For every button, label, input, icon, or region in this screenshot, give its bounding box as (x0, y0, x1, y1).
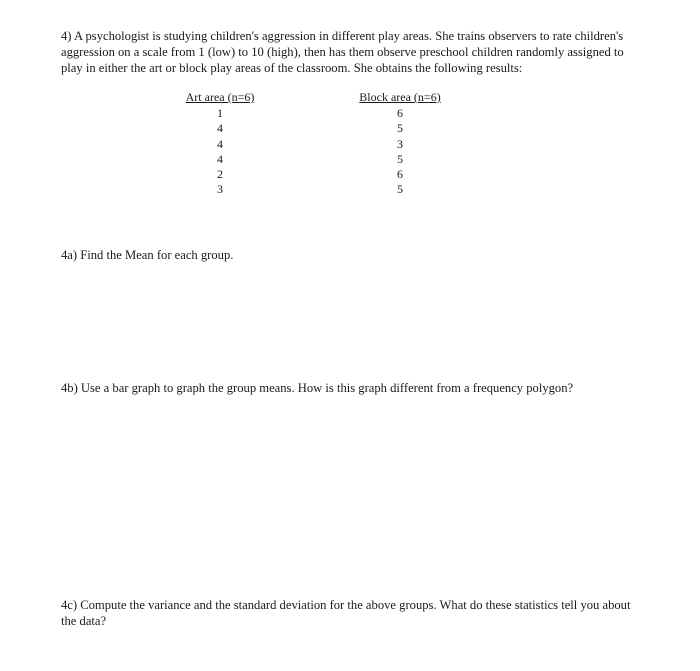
block-area-value: 6 (397, 106, 403, 121)
question-4c: 4c) Compute the variance and the standard deviation for the above groups. What do these statistics tell you about the data? (61, 598, 631, 628)
art-area-column (180, 90, 260, 197)
art-area-value: 2 (217, 167, 223, 182)
problem-intro: 4) A psychologist is studying children's aggression in different play areas. She trains observers to rate children's aggression on a scale from 1 (low) to 10 (high), then has them observe preschool children randomly assigned to play in either the art or block play areas of the classroom. She obtains the following results: (61, 29, 624, 75)
art-area-header: Art area (n=6) (185, 90, 255, 104)
art-area-value: 3 (217, 182, 223, 197)
art-area-value: 1 (217, 106, 223, 121)
block-area-value: 6 (397, 167, 403, 182)
block-area-column (354, 90, 446, 197)
art-area-value: 4 (217, 151, 223, 166)
block-area-value: 5 (397, 182, 403, 197)
block-area-value: 5 (397, 121, 403, 136)
question-4b: 4b) Use a bar graph to graph the group means. How is this graph different from a frequency polygon? (61, 381, 574, 395)
art-area-value: 4 (217, 136, 223, 151)
block-area-value: 3 (397, 136, 403, 151)
art-area-value: 4 (217, 121, 223, 136)
block-area-header: Block area (n=6) (359, 90, 441, 104)
block-area-value: 5 (397, 151, 403, 166)
question-4a: 4a) Find the Mean for each group. (61, 248, 234, 262)
